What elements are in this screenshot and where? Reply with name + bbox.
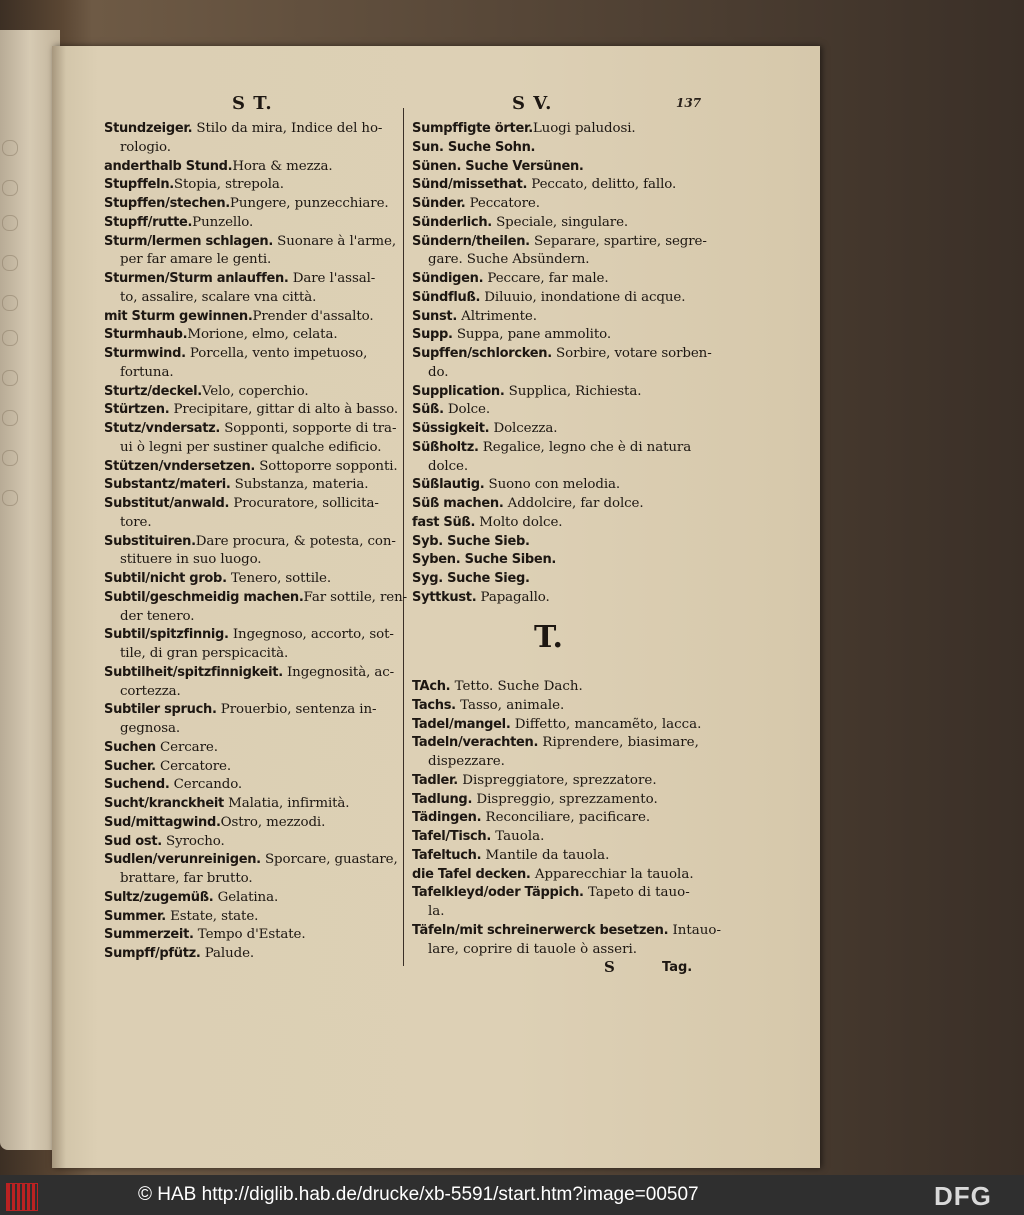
entry-continuation: tore. [120,514,152,530]
dictionary-entry [104,664,400,683]
german-headword: Substitut/anwald. [104,496,230,511]
german-headword: Suchend. [104,777,170,793]
german-headword: Sturmwind. [104,346,186,361]
dictionary-entry [412,678,708,697]
italian-gloss: Malatia, infirmità. [223,796,350,811]
right-column-t-section [412,678,721,959]
italian-gloss: Porcella, vento impetuoso, [185,346,368,361]
dictionary-entry [104,570,400,589]
german-headword: Tädingen. [412,810,482,826]
italian-gloss: Precipitare, gittar di alto à basso. [169,402,399,418]
italian-gloss: Gelatina. [213,889,279,905]
dfg-logo: DFG [934,1181,992,1211]
dictionary-entry [412,551,708,570]
italian-gloss: Sopponti, sopporte di tra- [220,421,397,436]
german-headword: die Tafel decken. [412,866,531,882]
italian-gloss: Suono con melodia. [484,477,621,493]
italian-gloss: Peccatore. [465,196,540,211]
italian-gloss: Ingegnoso, accorto, sot- [228,627,394,643]
italian-gloss: Far sottile, ren- [303,589,408,605]
german-headword: Sunst. [412,308,457,324]
entry-continuation: der tenero. [120,608,195,624]
german-headword: Syttkust. [412,589,477,605]
dictionary-entry [412,570,708,589]
german-headword: Sünen. Suche Versünen. [412,158,584,174]
entry-continuation: stituere in suo luogo. [120,552,262,568]
italian-gloss: Tauola. [491,829,545,844]
entry-continuation: gare. Suche Absündern. [428,252,590,268]
entry-continuation: rologio. [120,139,171,155]
german-headword: Sünderlich. [412,214,492,230]
dictionary-entry [412,589,708,608]
dictionary-entry [412,420,708,439]
italian-gloss: Addolcire, far dolce. [503,496,644,511]
italian-gloss: Stilo da mira, Indice del ho- [192,121,383,136]
german-headword: Tadel/mangel. [412,716,511,732]
dictionary-entry [412,716,708,735]
entry-continuation: dolce. [428,458,468,474]
italian-gloss: Suonare à l'arme, [273,233,396,249]
german-headword: Sturtz/deckel. [104,383,202,399]
german-headword: Tafeltuch. [412,847,482,863]
dictionary-entry [412,791,708,810]
italian-gloss: Regalice, legno che è di natura [478,439,692,455]
german-headword: Summerzeit. [104,927,194,943]
german-headword: Stürtzen. [104,402,170,418]
italian-gloss: Reconciliare, pacificare. [481,810,651,826]
german-headword: Sündfluß. [412,289,481,305]
german-headword: Sündern/theilen. [412,233,530,249]
dictionary-entry [412,884,708,903]
dictionary-entry [412,734,708,753]
german-headword: Sturmen/Sturm anlauffen. [104,271,289,286]
entry-continuation: la. [428,904,445,919]
column-divider [403,108,404,966]
italian-gloss: Altrimente. [456,308,537,324]
dictionary-entry [412,139,708,158]
italian-gloss: Ostro, mezzodi. [220,814,326,830]
dictionary-entry [104,833,400,852]
italian-gloss: Apparecchiar la tauola. [530,866,694,882]
copyright-link[interactable]: © HAB http://diglib.hab.de/drucke/xb-5591/start.htm?image=00507 [138,1184,699,1205]
entry-continuation: ui ò legni per sustiner qualche edificio. [120,439,382,455]
italian-gloss: Dispreggio, sprezzamento. [472,791,658,807]
german-headword: Subtil/nicht grob. [104,571,227,586]
german-headword: Tadler. [412,772,458,788]
german-headword: Sud ost. [104,833,162,849]
german-headword: Täfeln/mit schreinerwerck besetzen. [412,922,669,938]
german-headword: Syb. Suche Sieb. [412,533,530,549]
italian-gloss: Suppa, pane ammolito. [452,327,611,343]
dictionary-entry [104,889,400,908]
italian-gloss: Sottoporre sopponti. [255,458,398,474]
dictionary-entry [104,758,400,777]
dictionary-entry [412,270,708,289]
german-headword: Sturm/lermen schlagen. [104,233,274,249]
german-headword: Stützen/vndersetzen. [104,458,256,474]
dictionary-entry [104,458,400,477]
left-column [104,120,408,964]
dictionary-entry [104,326,400,345]
german-headword: Tachs. [412,697,456,713]
german-headword: Suchen [104,739,156,755]
dictionary-entry [104,270,400,289]
page-number: 137 [676,96,702,110]
italian-gloss: Mantile da tauola. [481,847,610,863]
italian-gloss: Molto dolce. [475,514,563,530]
dictionary-entry [104,158,400,177]
previous-leaves [0,30,60,1150]
german-headword: Tadeln/verachten. [412,735,539,751]
catchword: Tag. [662,960,693,975]
dictionary-entry [412,495,708,514]
dictionary-entry [412,308,708,327]
dictionary-entry [412,476,708,495]
dictionary-entry [412,533,708,552]
running-head-right: S V. [512,93,553,114]
german-headword: Substantz/materi. [104,477,231,493]
german-headword: Syg. Suche Sieg. [412,571,530,586]
entry-continuation: fortuna. [120,364,174,380]
dictionary-entry [412,439,708,458]
german-headword: Sucht/kranckheit [104,796,224,811]
dictionary-entry [104,120,400,139]
dictionary-entry [412,176,708,195]
german-headword: Supp. [412,327,453,343]
italian-gloss: Punzello. [192,214,254,230]
german-headword: Summer. [104,908,166,924]
german-headword: Sultz/zugemüß. [104,889,214,905]
german-headword: Subtil/geschmeidig machen. [104,589,304,605]
german-headword: Tafel/Tisch. [412,829,492,844]
german-headword: anderthalb Stund. [104,158,233,174]
dictionary-entry [104,176,400,195]
german-headword: Sud/mittagwind. [104,814,221,830]
footer-bar [0,1175,1024,1215]
dictionary-entry [104,589,408,608]
italian-gloss: Prender d'assalto. [252,308,374,324]
german-headword: Sumpffigte örter. [412,121,533,136]
german-headword: Sun. Suche Sohn. [412,139,536,155]
german-headword: Substituiren. [104,533,196,549]
dictionary-entry [412,401,708,420]
italian-gloss: Sporcare, guastare, [260,852,398,868]
italian-gloss: Prouerbio, sentenza in- [216,702,377,718]
italian-gloss: Cercatore. [155,758,232,774]
italian-gloss: Palude. [200,946,255,961]
dictionary-entry [412,383,708,402]
dictionary-entry [104,476,400,495]
dictionary-entry [412,289,708,308]
entry-continuation: dispezzare. [428,754,505,769]
german-headword: Sucher. [104,758,156,774]
dictionary-entry [412,847,708,866]
german-headword: Süß. [412,402,444,418]
german-headword: Sturmhaub. [104,327,188,343]
italian-gloss: Peccare, far male. [483,271,609,286]
dictionary-entry [104,814,400,833]
italian-gloss: Diluuio, inondatione di acque. [480,289,686,305]
german-headword: fast Süß. [412,514,476,530]
dictionary-entry [412,772,708,791]
italian-gloss: Tetto. Suche Dach. [450,679,583,694]
dictionary-entry [104,233,400,252]
entry-continuation: to, assalire, scalare vna città. [120,289,317,305]
entry-continuation: do. [428,364,449,380]
german-headword: Supplication. [412,383,505,399]
italian-gloss: Procuratore, sollicita- [229,496,379,511]
german-headword: Supffen/schlorcken. [412,346,552,361]
german-headword: Subtilheit/spitzfinnigkeit. [104,664,283,680]
italian-gloss: Supplica, Richiesta. [504,383,642,399]
dictionary-entry [412,233,708,252]
dictionary-entry [104,795,400,814]
italian-gloss: Syrocho. [161,833,225,849]
dictionary-entry [104,626,400,645]
german-headword: Sünder. [412,196,466,211]
italian-gloss: Tenero, sottile. [226,571,332,586]
dictionary-entry [104,420,400,439]
italian-gloss: Stopia, strepola. [173,177,284,193]
italian-gloss: Sorbire, votare sorben- [551,346,712,361]
italian-gloss: Tempo d'Estate. [193,927,306,943]
dictionary-entry [412,809,708,828]
italian-gloss: Diffetto, mancamẽto, lacca. [510,716,702,732]
dictionary-entry [412,326,708,345]
entry-continuation: cortezza. [120,683,181,699]
german-headword: mit Sturm gewinnen. [104,308,253,324]
section-letter: T. [534,620,563,655]
entry-continuation: brattare, far brutto. [120,871,253,886]
dictionary-entry [412,120,708,139]
entry-continuation: tile, di gran perspicacità. [120,646,289,661]
german-headword: Tadlung. [412,791,473,807]
german-headword: Tafelkleyd/oder Täppich. [412,885,584,901]
italian-gloss: Dare procura, & potesta, con- [195,533,396,549]
italian-gloss: Substanza, materia. [230,477,369,493]
italian-gloss: Luogi paludosi. [532,121,636,136]
german-headword: Subtiler spruch. [104,702,217,718]
dictionary-entry [104,495,400,514]
dictionary-entry [412,158,708,177]
italian-gloss: Estate, state. [165,908,259,924]
hab-logo-icon [6,1183,38,1211]
german-headword: Süß machen. [412,496,504,511]
german-headword: Süssigkeit. [412,421,490,436]
dictionary-entry [104,739,400,758]
dictionary-entry [412,345,712,364]
italian-gloss: Riprendere, biasimare, [538,735,699,751]
italian-gloss: Papagallo. [476,589,550,605]
german-headword: TAch. [412,679,451,694]
entry-continuation: gegnosa. [120,721,181,736]
dictionary-entry [412,697,708,716]
german-headword: Syben. Suche Siben. [412,552,557,568]
dictionary-entry [104,383,400,402]
dictionary-entry [104,945,400,964]
italian-gloss: Pungere, punzecchiare. [229,196,389,211]
dictionary-entry [104,195,400,214]
dictionary-entry [412,195,708,214]
dictionary-entry [412,866,708,885]
german-headword: Sudlen/verunreinigen. [104,852,261,868]
italian-gloss: Dolce. [443,402,491,418]
italian-gloss: Velo, coperchio. [201,383,309,399]
german-headword: Stupffeln. [104,177,174,193]
italian-gloss: Intauo- [668,922,721,938]
dictionary-entry [412,514,708,533]
running-head-left: S T. [232,93,273,114]
signature-mark: S [604,958,615,976]
entry-continuation: lare, coprire di tauole ò asseri. [428,941,638,957]
italian-gloss: Dolcezza. [489,421,558,436]
german-headword: Stupffen/stechen. [104,196,230,211]
dictionary-entry [104,308,400,327]
italian-gloss: Tapeto di tauo- [583,885,690,901]
dictionary-entry [412,922,721,941]
entry-continuation: per far amare le genti. [120,252,272,268]
italian-gloss: Cercare. [155,739,218,755]
italian-gloss: Hora & mezza. [232,158,333,174]
italian-gloss: Speciale, singulare. [491,214,629,230]
dictionary-entry [104,533,400,552]
italian-gloss: Ingegnosità, ac- [282,664,395,680]
italian-gloss: Peccato, delitto, fallo. [527,177,677,193]
german-headword: Stupff/rutte. [104,214,193,230]
german-headword: Stutz/vndersatz. [104,421,221,436]
italian-gloss: Morione, elmo, celata. [187,327,338,343]
dictionary-entry [104,776,400,795]
dictionary-entry [104,345,400,364]
dictionary-entry [412,828,708,847]
right-column [412,120,712,608]
dictionary-entry [104,908,400,927]
german-headword: Stundzeiger. [104,121,193,136]
german-headword: Sündigen. [412,271,484,286]
german-headword: Sünd/missethat. [412,177,528,193]
dictionary-entry [104,701,400,720]
dictionary-entry [104,214,400,233]
german-headword: Sumpff/pfütz. [104,946,201,961]
italian-gloss: Separare, spartire, segre- [529,233,707,249]
italian-gloss: Dispreggiatore, sprezzatore. [457,772,657,788]
italian-gloss: Dare l'assal- [288,271,376,286]
dictionary-entry [104,926,400,945]
german-headword: Süßlautig. [412,477,485,493]
italian-gloss: Cercando. [169,777,243,793]
dictionary-entry [104,851,400,870]
german-headword: Süßholtz. [412,439,479,455]
dictionary-entry [104,401,400,420]
german-headword: Subtil/spitzfinnig. [104,627,229,643]
italian-gloss: Tasso, animale. [455,697,565,713]
dictionary-entry [412,214,708,233]
